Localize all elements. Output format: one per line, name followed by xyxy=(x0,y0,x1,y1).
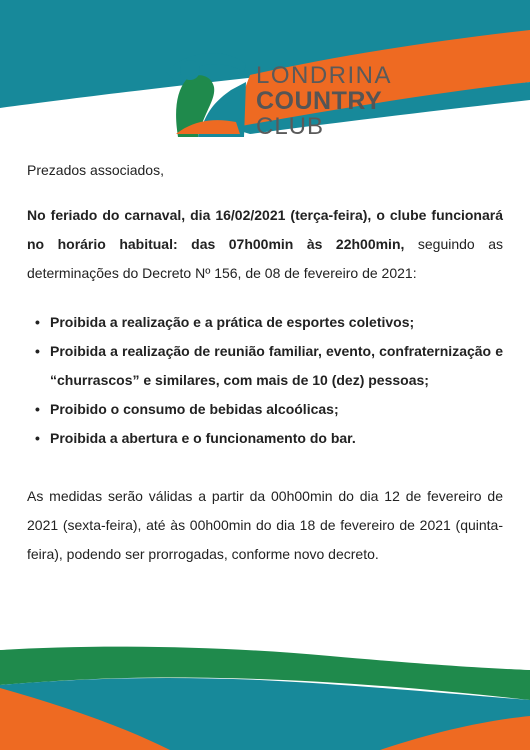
rule-item: • Proibida a realização e a prática de esportes coletivos; xyxy=(50,308,503,337)
logo-line-londrina: LONDRINA xyxy=(256,62,393,89)
rule-item: • Proibida a abertura e o funcionamento do bar. xyxy=(50,424,503,453)
closing-paragraph: As medidas serão válidas a partir da 00h00min do dia 12 de fevereiro de 2021 (sexta-feira), até às 00h00min do dia 18 de fevereiro de 2021 (quinta-feira), podendo ser prorrogadas, conforme novo decreto. xyxy=(27,488,503,562)
rule-item: • Proibido o consumo de bebidas alcoólicas; xyxy=(50,395,503,424)
greeting: Prezados associados, xyxy=(27,162,164,178)
notice-body xyxy=(27,156,503,569)
rule-item: • Proibida a realização de reunião familiar, evento, confraternização e “churrascos” e similares, com mais de 10 (dez) pessoas; xyxy=(50,337,503,395)
logo-line-club: CLUB xyxy=(256,113,325,140)
logo-wordmark xyxy=(256,64,392,139)
footer-wave-banner xyxy=(0,630,530,750)
intro-regular-text: seguindo as determinações do Decreto Nº 156, de 08 de fevereiro de 2021: xyxy=(27,236,503,281)
rules-list xyxy=(27,308,503,453)
logo-line-country: COUNTRY xyxy=(256,87,383,115)
intro-bold-text: No feriado do carnaval, dia 16/02/2021 (terça-feira), o clube funcionará no horário habitual: das 07h00min às 22h00min, xyxy=(27,207,503,252)
club-logo xyxy=(156,42,406,142)
logo-emblem-icon xyxy=(156,42,256,142)
intro-paragraph xyxy=(27,201,503,288)
